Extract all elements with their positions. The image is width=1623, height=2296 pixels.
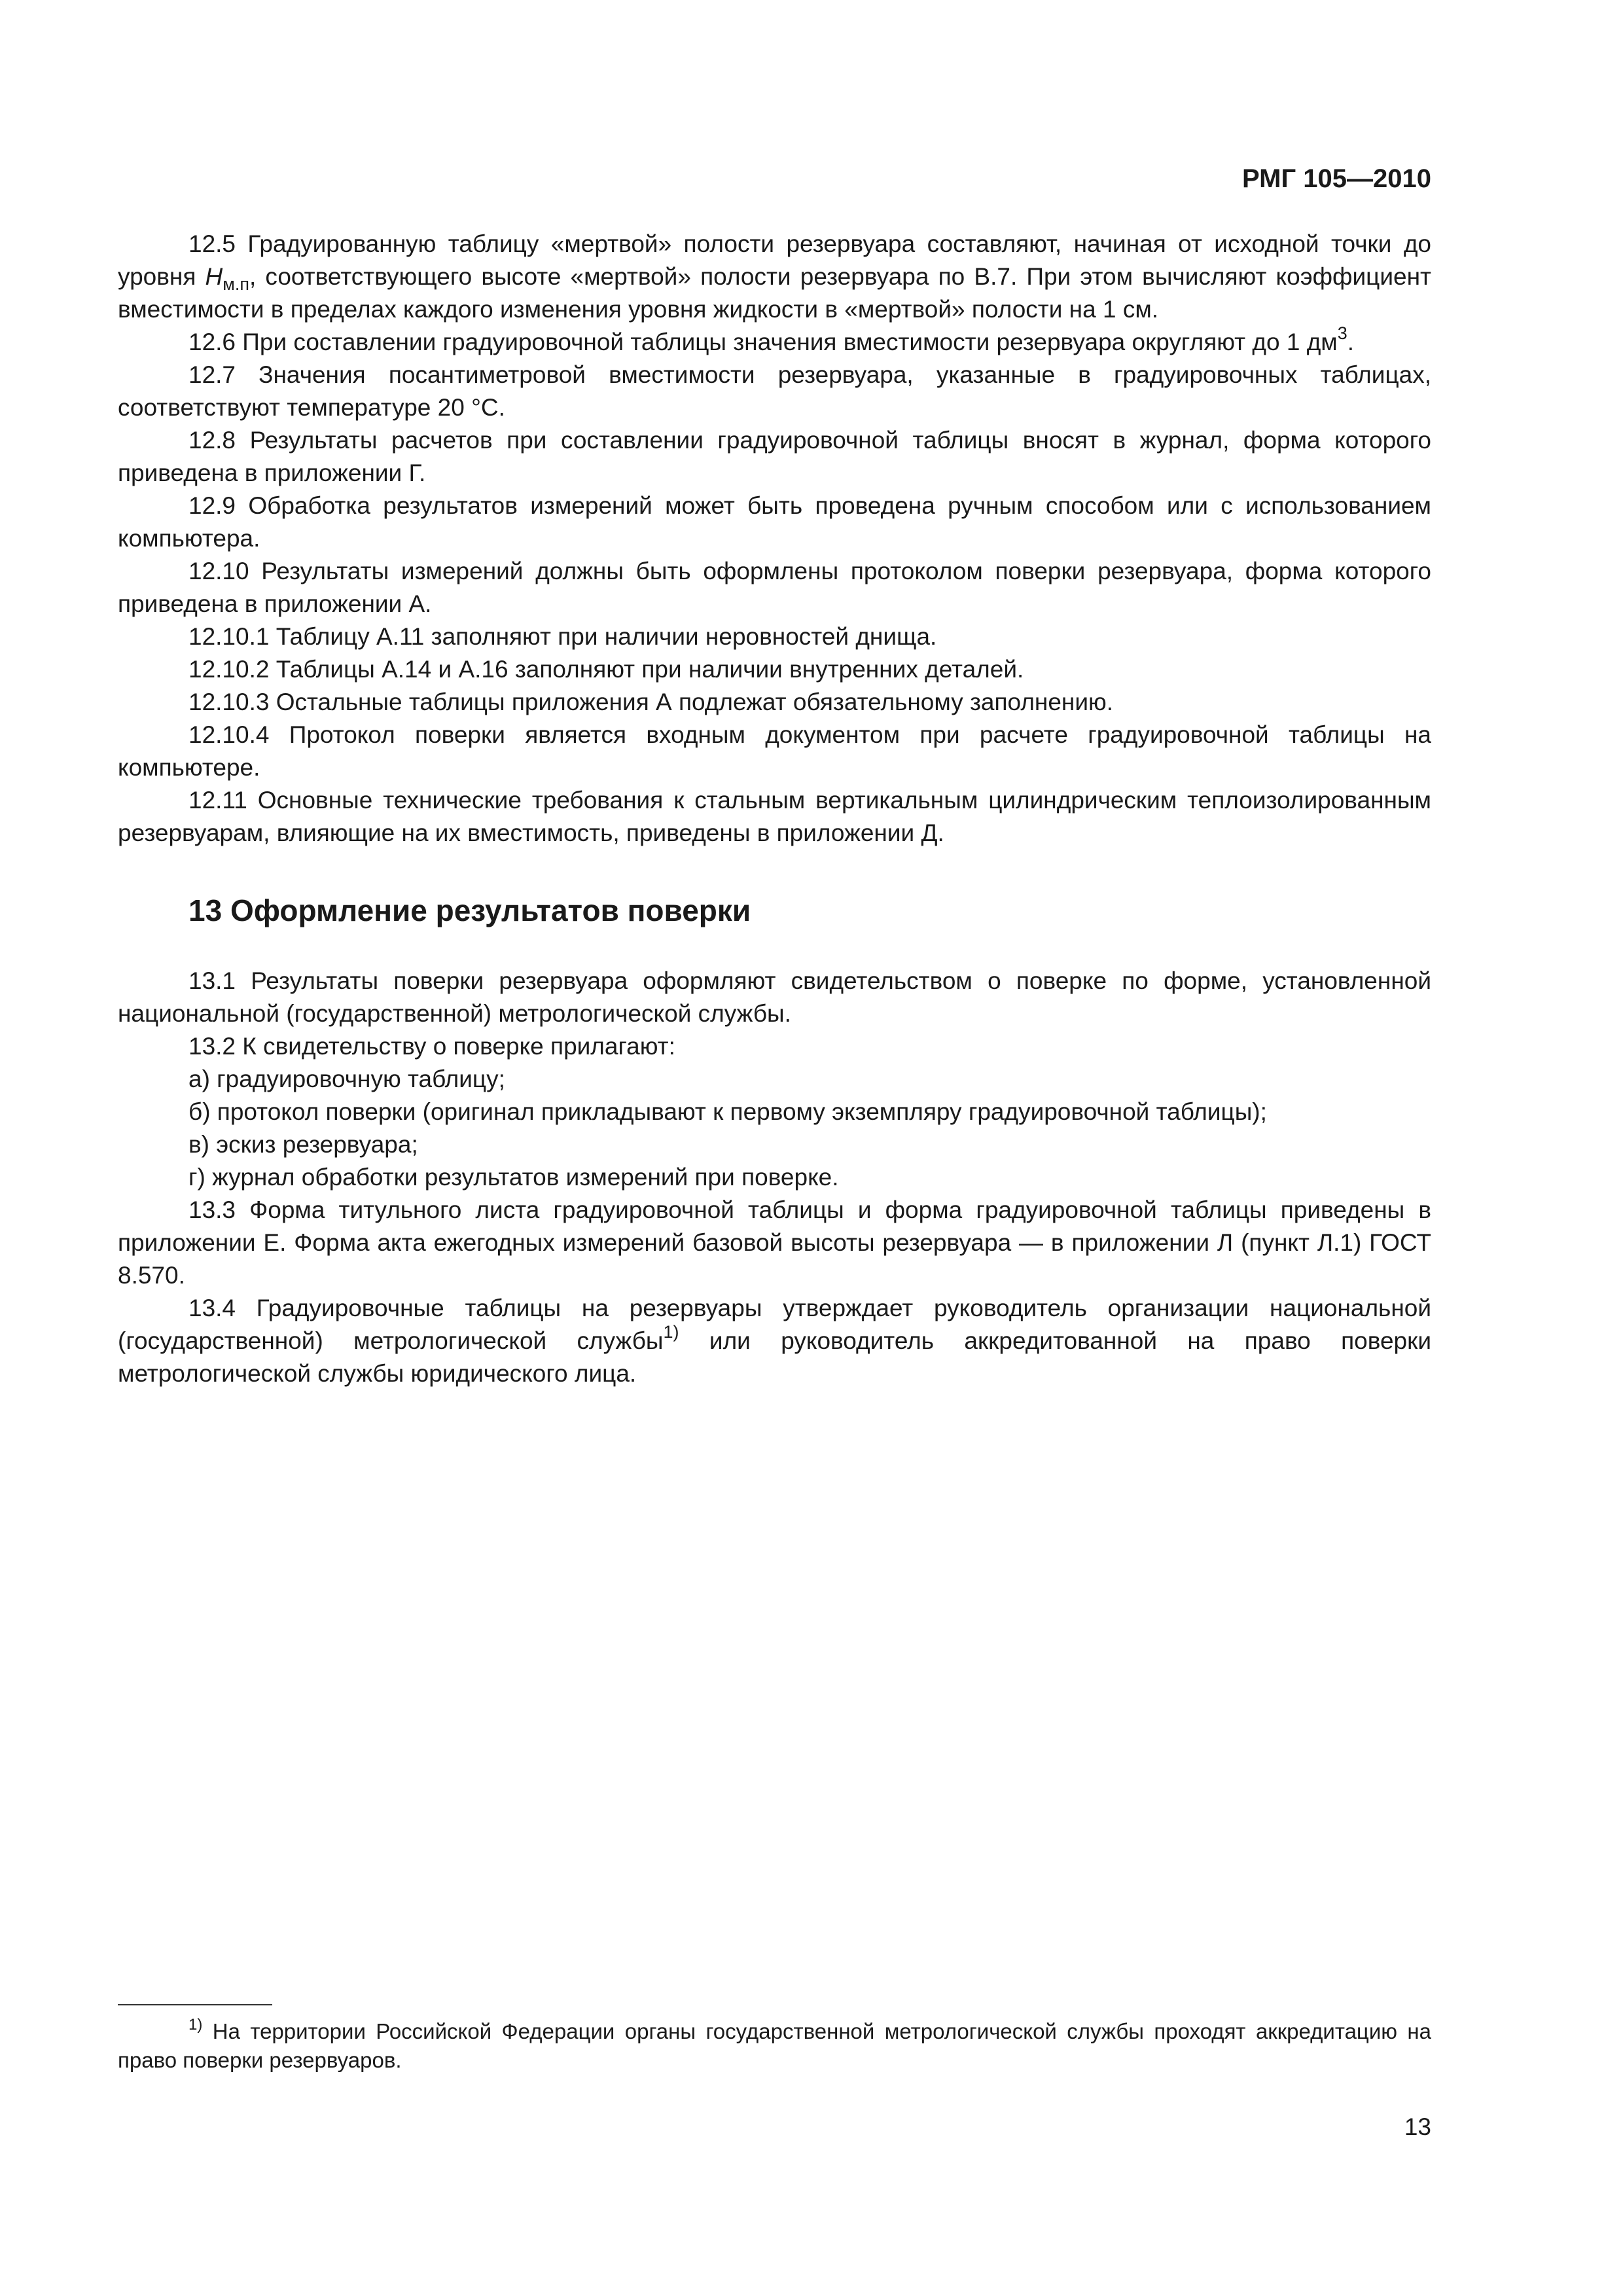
list-item-v: в) эскиз резервуара; xyxy=(188,1131,418,1158)
paragraph-12-10: 12.10 Результаты измерений должны быть оформлены протоколом поверки резервуара, форма которого приведена в приложении А. xyxy=(118,558,1431,617)
list-item-b: б) протокол поверки (оригинал прикладывают к первому экземпляру градуировочной таблицы); xyxy=(188,1098,1267,1125)
paragraph-12-5-text-a: 12.5 Градуированную таблицу «мертвой» полости резервуара составляют, начиная от исходной точки до уровня xyxy=(118,230,1431,290)
list-item-g: г) журнал обработки результатов измерений при поверке. xyxy=(188,1164,839,1191)
level-variable-subscript: м.п xyxy=(223,274,249,294)
paragraph-13-4-text-b: или руководитель аккредитованной на право поверки метрологической службы юридического лица. xyxy=(118,1327,1431,1387)
page-number: 13 xyxy=(1404,2113,1431,2140)
document-body xyxy=(118,228,1431,1390)
paragraph-13-3: 13.3 Форма титульного листа градуировочной таблицы и форма градуировочной таблицы приведены в приложении Е. Форма акта ежегодных измерений базовой высоты резервуара — в приложении Л (пункт Л.1) ГОСТ 8.570. xyxy=(118,1196,1431,1289)
paragraph-12-9: 12.9 Обработка результатов измерений может быть проведена ручным способом или с использованием компьютера. xyxy=(118,492,1431,552)
unit-exponent: 3 xyxy=(1337,323,1347,343)
footnote-divider xyxy=(118,2004,272,2005)
paragraph-13-4 xyxy=(118,1292,1431,1390)
list-item-a: а) градуировочную таблицу; xyxy=(188,1066,505,1092)
footnote-text: На территории Российской Федерации органы государственной метрологической службы проходят аккредитацию на право поверки резервуаров. xyxy=(118,2019,1431,2072)
paragraph-13-2: 13.2 К свидетельству о поверке прилагают: xyxy=(188,1033,675,1060)
section-13-heading: 13 Оформление результатов поверки xyxy=(188,893,751,927)
footnote xyxy=(118,2017,1431,2075)
paragraph-12-5 xyxy=(118,228,1431,326)
footnote-paragraph xyxy=(118,2017,1431,2075)
paragraph-12-10-2: 12.10.2 Таблицы А.14 и А.16 заполняют при наличии внутренних деталей. xyxy=(188,656,1024,683)
paragraph-12-5-text-b: , соответствующего высоте «мертвой» полости резервуара по В.7. При этом вычисляют коэффициент вместимости в пределах каждого изменения уровня жидкости в «мертвой» полости на 1 см. xyxy=(118,263,1431,323)
paragraph-12-10-4: 12.10.4 Протокол поверки является входным документом при расчете градуировочной таблицы на компьютере. xyxy=(118,721,1431,781)
paragraph-12-8: 12.8 Результаты расчетов при составлении градуировочной таблицы вносят в журнал, форма которого приведена в приложении Г. xyxy=(118,427,1431,486)
footnote-reference: 1) xyxy=(663,1322,679,1342)
paragraph-12-10-1: 12.10.1 Таблицу А.11 заполняют при наличии неровностей днища. xyxy=(188,623,937,650)
paragraph-12-10-3: 12.10.3 Остальные таблицы приложения А подлежат обязательному заполнению. xyxy=(188,689,1114,715)
paragraph-12-7: 12.7 Значения посантиметровой вместимости резервуара, указанные в градуировочных таблицах, соответствуют температуре 20 °С. xyxy=(118,361,1431,421)
paragraph-13-1: 13.1 Результаты поверки резервуара оформляют свидетельством о поверке по форме, установленной национальной (государственной) метрологической службы. xyxy=(118,967,1431,1027)
document-code: РМГ 105—2010 xyxy=(1242,164,1431,193)
paragraph-12-6-text-b: . xyxy=(1347,329,1355,355)
paragraph-12-6 xyxy=(118,323,1431,359)
level-variable: Н xyxy=(205,263,223,290)
paragraph-12-11: 12.11 Основные технические требования к стальным вертикальным цилиндрическим теплоизолированным резервуарам, влияющие на их вместимость, приведены в приложении Д. xyxy=(118,787,1431,846)
paragraph-12-6-text-a: 12.6 При составлении градуировочной таблицы значения вместимости резервуара округляют до 1 дм xyxy=(188,329,1338,355)
footnote-marker: 1) xyxy=(188,2016,203,2034)
paragraph-13-4-text-a: 13.4 Градуировочные таблицы на резервуары утверждает руководитель организации национальной (государственной) метрологической службы xyxy=(118,1295,1431,1354)
